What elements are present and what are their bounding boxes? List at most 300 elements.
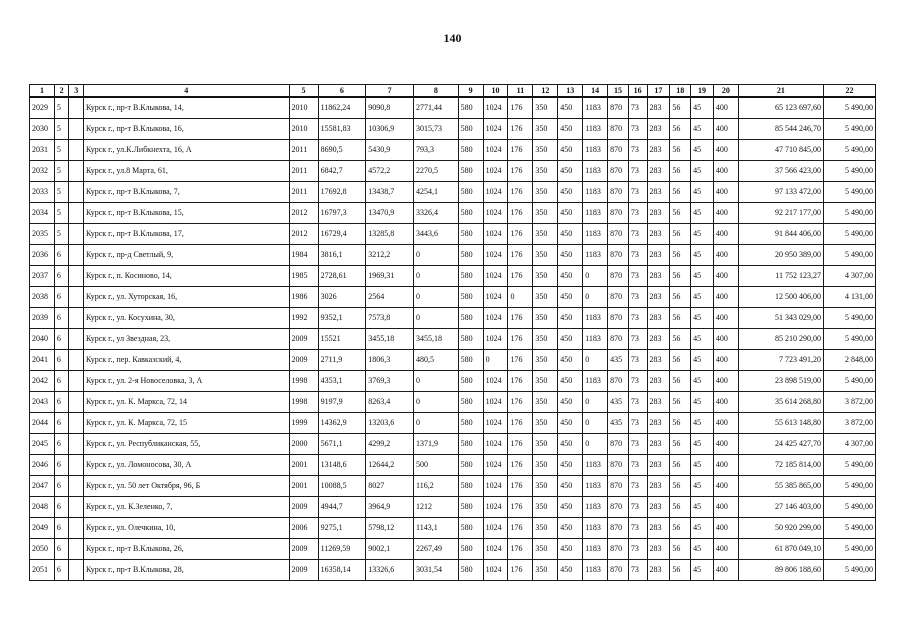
table-cell: 400 xyxy=(713,266,738,287)
table-cell: 56 xyxy=(670,182,691,203)
table-cell: 1024 xyxy=(483,413,508,434)
table-cell: 1183 xyxy=(583,455,608,476)
column-header: 9 xyxy=(458,85,483,98)
table-cell: 5671,1 xyxy=(318,434,366,455)
table-cell: 350 xyxy=(533,497,558,518)
table-cell: 16358,14 xyxy=(318,560,366,581)
table-cell: 73 xyxy=(628,245,647,266)
table-cell: 5 xyxy=(54,119,69,140)
table-cell: 1183 xyxy=(583,203,608,224)
column-header: 16 xyxy=(628,85,647,98)
table-cell: 2009 xyxy=(289,329,318,350)
table-cell: 400 xyxy=(713,497,738,518)
table-cell: 73 xyxy=(628,476,647,497)
table-row xyxy=(30,434,876,455)
table-cell: 4572,2 xyxy=(366,161,414,182)
table-cell: 1024 xyxy=(483,497,508,518)
registry-table xyxy=(29,84,876,581)
table-cell: 500 xyxy=(414,455,459,476)
table-cell: 3443,6 xyxy=(414,224,459,245)
table-cell: 3455,18 xyxy=(414,329,459,350)
address-cell: Курск г., пер. Кавказский, 4, xyxy=(83,350,289,371)
table-cell: 1024 xyxy=(483,97,508,119)
table-cell: 283 xyxy=(647,182,670,203)
table-row xyxy=(30,350,876,371)
table-cell: 283 xyxy=(647,518,670,539)
table-cell: 1024 xyxy=(483,203,508,224)
page-number: 140 xyxy=(443,31,462,45)
table-cell: 56 xyxy=(670,350,691,371)
table-cell: 1024 xyxy=(483,392,508,413)
table-cell: 56 xyxy=(670,497,691,518)
table-cell: 1024 xyxy=(483,455,508,476)
table-cell: 1024 xyxy=(483,224,508,245)
table-cell xyxy=(69,182,84,203)
table-cell: 2033 xyxy=(30,182,55,203)
table-cell: 2041 xyxy=(30,350,55,371)
table-cell: 45 xyxy=(691,119,714,140)
table-cell: 435 xyxy=(608,392,629,413)
table-cell: 73 xyxy=(628,350,647,371)
table-cell: 176 xyxy=(508,371,533,392)
table-cell: 580 xyxy=(458,161,483,182)
table-cell: 176 xyxy=(508,224,533,245)
table-cell: 450 xyxy=(558,560,583,581)
table-cell: 870 xyxy=(608,266,629,287)
table-cell: 450 xyxy=(558,539,583,560)
table-cell: 11862,24 xyxy=(318,97,366,119)
table-cell: 580 xyxy=(458,308,483,329)
address-cell: Курск г., пр-т В.Клыкова, 16, xyxy=(83,119,289,140)
table-cell: 73 xyxy=(628,455,647,476)
address-cell: Курск г., ул. Хуторская, 16, xyxy=(83,287,289,308)
column-header: 12 xyxy=(533,85,558,98)
table-cell: 1183 xyxy=(583,182,608,203)
table-cell: 0 xyxy=(583,287,608,308)
table-cell: 5 490,00 xyxy=(823,119,875,140)
table-cell xyxy=(69,413,84,434)
table-cell: 0 xyxy=(414,392,459,413)
table-cell: 480,5 xyxy=(414,350,459,371)
table-cell: 97 133 472,00 xyxy=(738,182,823,203)
table-cell: 580 xyxy=(458,497,483,518)
address-cell: Курск г., ул.8 Марта, 61, xyxy=(83,161,289,182)
table-cell: 2001 xyxy=(289,476,318,497)
table-cell: 350 xyxy=(533,518,558,539)
column-header: 6 xyxy=(318,85,366,98)
table-cell: 283 xyxy=(647,329,670,350)
table-cell: 283 xyxy=(647,308,670,329)
table-cell xyxy=(69,497,84,518)
column-header: 22 xyxy=(823,85,875,98)
table-cell: 0 xyxy=(583,350,608,371)
table-cell: 400 xyxy=(713,560,738,581)
table-cell: 1183 xyxy=(583,97,608,119)
column-header: 7 xyxy=(366,85,414,98)
table-cell: 176 xyxy=(508,245,533,266)
table-cell: 7 723 491,20 xyxy=(738,350,823,371)
table-cell: 56 xyxy=(670,560,691,581)
table-cell: 47 710 845,00 xyxy=(738,140,823,161)
table-cell: 870 xyxy=(608,287,629,308)
table-cell: 56 xyxy=(670,455,691,476)
table-cell: 2040 xyxy=(30,329,55,350)
table-cell: 1371,9 xyxy=(414,434,459,455)
table-cell: 283 xyxy=(647,539,670,560)
table-row xyxy=(30,329,876,350)
table-cell: 3455,18 xyxy=(366,329,414,350)
table-cell: 400 xyxy=(713,371,738,392)
table-cell: 73 xyxy=(628,266,647,287)
table-cell: 450 xyxy=(558,371,583,392)
table-cell: 176 xyxy=(508,182,533,203)
table-row xyxy=(30,371,876,392)
table-cell: 5 xyxy=(54,224,69,245)
table-cell: 793,3 xyxy=(414,140,459,161)
table-cell: 176 xyxy=(508,97,533,119)
table-cell: 2031 xyxy=(30,140,55,161)
address-cell: Курск г., п. Косиново, 14, xyxy=(83,266,289,287)
table-cell: 8263,4 xyxy=(366,392,414,413)
table-cell: 870 xyxy=(608,371,629,392)
table-cell: 400 xyxy=(713,476,738,497)
table-cell: 580 xyxy=(458,97,483,119)
table-cell: 73 xyxy=(628,518,647,539)
table-cell: 12 500 406,00 xyxy=(738,287,823,308)
table-cell: 283 xyxy=(647,266,670,287)
table-cell: 5 xyxy=(54,182,69,203)
table-cell: 45 xyxy=(691,182,714,203)
table-cell: 283 xyxy=(647,203,670,224)
table-cell: 176 xyxy=(508,350,533,371)
table-cell: 56 xyxy=(670,245,691,266)
table-cell: 2044 xyxy=(30,413,55,434)
table-cell: 6 xyxy=(54,560,69,581)
table-cell: 350 xyxy=(533,140,558,161)
table-cell: 73 xyxy=(628,392,647,413)
table-cell: 450 xyxy=(558,287,583,308)
table-cell: 2009 xyxy=(289,497,318,518)
table-cell: 5 490,00 xyxy=(823,245,875,266)
table-cell: 2012 xyxy=(289,203,318,224)
table-cell: 580 xyxy=(458,518,483,539)
table-cell: 450 xyxy=(558,329,583,350)
table-cell: 176 xyxy=(508,455,533,476)
table-cell: 400 xyxy=(713,350,738,371)
table-cell: 5 490,00 xyxy=(823,308,875,329)
address-cell: Курск г., пр-т В.Клыкова, 26, xyxy=(83,539,289,560)
table-cell: 2042 xyxy=(30,371,55,392)
table-cell: 2009 xyxy=(289,560,318,581)
table-cell: 1024 xyxy=(483,371,508,392)
address-cell: Курск г., ул Звездная, 23, xyxy=(83,329,289,350)
table-cell: 6 xyxy=(54,413,69,434)
table-cell: 3769,3 xyxy=(366,371,414,392)
table-cell: 45 xyxy=(691,245,714,266)
table-cell: 2049 xyxy=(30,518,55,539)
table-cell: 1143,1 xyxy=(414,518,459,539)
table-cell: 6 xyxy=(54,539,69,560)
table-cell: 870 xyxy=(608,560,629,581)
table-cell: 5430,9 xyxy=(366,140,414,161)
table-cell: 1183 xyxy=(583,245,608,266)
table-cell: 400 xyxy=(713,308,738,329)
table-cell: 73 xyxy=(628,287,647,308)
table-cell xyxy=(69,119,84,140)
table-cell: 176 xyxy=(508,140,533,161)
table-cell: 0 xyxy=(583,266,608,287)
table-cell: 20 950 389,00 xyxy=(738,245,823,266)
table-cell: 1992 xyxy=(289,308,318,329)
address-cell: Курск г., пр-т В.Клыкова, 15, xyxy=(83,203,289,224)
table-cell xyxy=(69,350,84,371)
table-cell: 350 xyxy=(533,245,558,266)
table-cell: 400 xyxy=(713,455,738,476)
table-cell: 2728,61 xyxy=(318,266,366,287)
table-cell: 2006 xyxy=(289,518,318,539)
table-cell: 27 146 403,00 xyxy=(738,497,823,518)
table-cell: 176 xyxy=(508,119,533,140)
table-cell: 870 xyxy=(608,539,629,560)
table-cell: 6 xyxy=(54,266,69,287)
table-cell: 6 xyxy=(54,329,69,350)
table-cell: 73 xyxy=(628,224,647,245)
table-cell: 45 xyxy=(691,455,714,476)
table-cell: 9197,9 xyxy=(318,392,366,413)
table-row xyxy=(30,97,876,119)
table-cell: 1212 xyxy=(414,497,459,518)
column-header: 15 xyxy=(608,85,629,98)
table-row xyxy=(30,308,876,329)
table-cell: 450 xyxy=(558,140,583,161)
table-cell: 5 490,00 xyxy=(823,455,875,476)
table-cell: 580 xyxy=(458,287,483,308)
table-cell: 283 xyxy=(647,119,670,140)
table-cell: 73 xyxy=(628,560,647,581)
table-cell: 176 xyxy=(508,413,533,434)
table-cell: 580 xyxy=(458,350,483,371)
table-cell: 14362,9 xyxy=(318,413,366,434)
table-cell: 2043 xyxy=(30,392,55,413)
table-cell: 6 xyxy=(54,245,69,266)
table-cell: 400 xyxy=(713,434,738,455)
table-cell: 1024 xyxy=(483,266,508,287)
table-cell: 0 xyxy=(414,287,459,308)
table-cell: 450 xyxy=(558,413,583,434)
table-cell: 2037 xyxy=(30,266,55,287)
table-cell: 5 490,00 xyxy=(823,539,875,560)
table-cell: 2048 xyxy=(30,497,55,518)
table-cell: 5 xyxy=(54,203,69,224)
table-cell: 1183 xyxy=(583,140,608,161)
table-cell: 3816,1 xyxy=(318,245,366,266)
table-cell: 2039 xyxy=(30,308,55,329)
column-header: 4 xyxy=(83,85,289,98)
table-cell: 45 xyxy=(691,140,714,161)
table-cell: 580 xyxy=(458,245,483,266)
table-cell: 56 xyxy=(670,434,691,455)
table-cell: 15581,83 xyxy=(318,119,366,140)
address-cell: Курск г., пр-т В.Клыкова, 28, xyxy=(83,560,289,581)
table-cell: 73 xyxy=(628,371,647,392)
table-cell: 350 xyxy=(533,119,558,140)
table-cell: 1024 xyxy=(483,434,508,455)
table-cell: 870 xyxy=(608,119,629,140)
table-cell: 400 xyxy=(713,161,738,182)
table-cell: 2 848,00 xyxy=(823,350,875,371)
table-cell: 45 xyxy=(691,413,714,434)
table-cell: 580 xyxy=(458,455,483,476)
table-cell: 283 xyxy=(647,392,670,413)
table-row xyxy=(30,539,876,560)
column-header: 10 xyxy=(483,85,508,98)
table-cell: 283 xyxy=(647,140,670,161)
table-cell: 176 xyxy=(508,392,533,413)
table-cell: 6 xyxy=(54,455,69,476)
table-cell: 0 xyxy=(414,413,459,434)
table-cell: 450 xyxy=(558,455,583,476)
table-cell: 450 xyxy=(558,182,583,203)
table-cell: 1998 xyxy=(289,371,318,392)
table-cell: 6 xyxy=(54,518,69,539)
table-cell: 2011 xyxy=(289,182,318,203)
table-cell: 45 xyxy=(691,350,714,371)
table-cell: 3326,4 xyxy=(414,203,459,224)
table-cell: 45 xyxy=(691,518,714,539)
table-cell: 870 xyxy=(608,329,629,350)
table-cell: 176 xyxy=(508,476,533,497)
table-cell: 435 xyxy=(608,413,629,434)
table-cell: 400 xyxy=(713,539,738,560)
table-cell: 56 xyxy=(670,119,691,140)
table-cell: 176 xyxy=(508,560,533,581)
table-cell: 45 xyxy=(691,392,714,413)
column-header: 14 xyxy=(583,85,608,98)
table-cell: 2267,49 xyxy=(414,539,459,560)
table-cell: 9090,8 xyxy=(366,97,414,119)
table-cell: 2012 xyxy=(289,224,318,245)
table-cell: 5 490,00 xyxy=(823,518,875,539)
table-cell: 10088,5 xyxy=(318,476,366,497)
table-cell: 580 xyxy=(458,224,483,245)
table-cell: 2032 xyxy=(30,161,55,182)
table-cell: 400 xyxy=(713,392,738,413)
table-cell: 870 xyxy=(608,518,629,539)
table-cell: 73 xyxy=(628,182,647,203)
table-cell: 73 xyxy=(628,497,647,518)
table-cell: 580 xyxy=(458,560,483,581)
table-cell: 1183 xyxy=(583,329,608,350)
table-cell: 1183 xyxy=(583,224,608,245)
table-cell: 13148,6 xyxy=(318,455,366,476)
column-header: 8 xyxy=(414,85,459,98)
table-cell: 6842,7 xyxy=(318,161,366,182)
address-cell: Курск г., ул. Олечкина, 10, xyxy=(83,518,289,539)
table-cell: 400 xyxy=(713,224,738,245)
table-cell: 5 xyxy=(54,140,69,161)
table-cell: 580 xyxy=(458,413,483,434)
table-cell: 2010 xyxy=(289,97,318,119)
table-cell: 450 xyxy=(558,392,583,413)
table-cell xyxy=(69,371,84,392)
table-cell: 1024 xyxy=(483,161,508,182)
table-cell: 870 xyxy=(608,140,629,161)
table-cell: 2034 xyxy=(30,203,55,224)
table-cell: 5 490,00 xyxy=(823,97,875,119)
table-cell xyxy=(69,245,84,266)
table-cell: 9352,1 xyxy=(318,308,366,329)
table-cell: 12644,2 xyxy=(366,455,414,476)
table-cell: 400 xyxy=(713,140,738,161)
table-cell: 350 xyxy=(533,413,558,434)
table-cell: 2011 xyxy=(289,161,318,182)
table-cell: 2046 xyxy=(30,455,55,476)
table-cell: 1183 xyxy=(583,476,608,497)
table-cell: 56 xyxy=(670,371,691,392)
table-cell: 400 xyxy=(713,245,738,266)
table-cell: 10306,9 xyxy=(366,119,414,140)
table-cell: 0 xyxy=(583,434,608,455)
table-cell: 45 xyxy=(691,97,714,119)
table-cell xyxy=(69,455,84,476)
table-cell: 176 xyxy=(508,497,533,518)
table-cell: 450 xyxy=(558,434,583,455)
table-cell: 2009 xyxy=(289,539,318,560)
table-cell: 450 xyxy=(558,518,583,539)
table-cell: 56 xyxy=(670,203,691,224)
table-cell: 2010 xyxy=(289,119,318,140)
table-cell: 350 xyxy=(533,266,558,287)
table-cell: 580 xyxy=(458,434,483,455)
table-cell: 283 xyxy=(647,161,670,182)
table-cell: 1024 xyxy=(483,287,508,308)
table-cell: 15521 xyxy=(318,329,366,350)
table-cell: 2050 xyxy=(30,539,55,560)
table-cell: 2029 xyxy=(30,97,55,119)
table-cell: 450 xyxy=(558,266,583,287)
table-cell: 6 xyxy=(54,392,69,413)
table-cell xyxy=(69,476,84,497)
table-cell: 283 xyxy=(647,287,670,308)
table-cell: 1183 xyxy=(583,308,608,329)
table-cell: 450 xyxy=(558,245,583,266)
table-cell: 400 xyxy=(713,203,738,224)
table-cell: 16797,3 xyxy=(318,203,366,224)
table-cell: 11 752 123,27 xyxy=(738,266,823,287)
table-cell: 11269,59 xyxy=(318,539,366,560)
table-cell: 92 217 177,00 xyxy=(738,203,823,224)
table-cell: 4 307,00 xyxy=(823,434,875,455)
table-cell: 2001 xyxy=(289,455,318,476)
table-cell: 1024 xyxy=(483,182,508,203)
table-row xyxy=(30,497,876,518)
table-cell: 350 xyxy=(533,287,558,308)
table-cell: 73 xyxy=(628,308,647,329)
table-cell: 2035 xyxy=(30,224,55,245)
table-cell: 176 xyxy=(508,434,533,455)
table-cell: 1969,31 xyxy=(366,266,414,287)
table-cell: 2047 xyxy=(30,476,55,497)
table-cell: 580 xyxy=(458,119,483,140)
table-cell: 73 xyxy=(628,119,647,140)
table-cell: 400 xyxy=(713,119,738,140)
table-cell: 176 xyxy=(508,329,533,350)
table-cell: 350 xyxy=(533,350,558,371)
table-cell: 6 xyxy=(54,350,69,371)
column-header: 1 xyxy=(30,85,55,98)
table-cell: 450 xyxy=(558,119,583,140)
table-cell xyxy=(69,329,84,350)
